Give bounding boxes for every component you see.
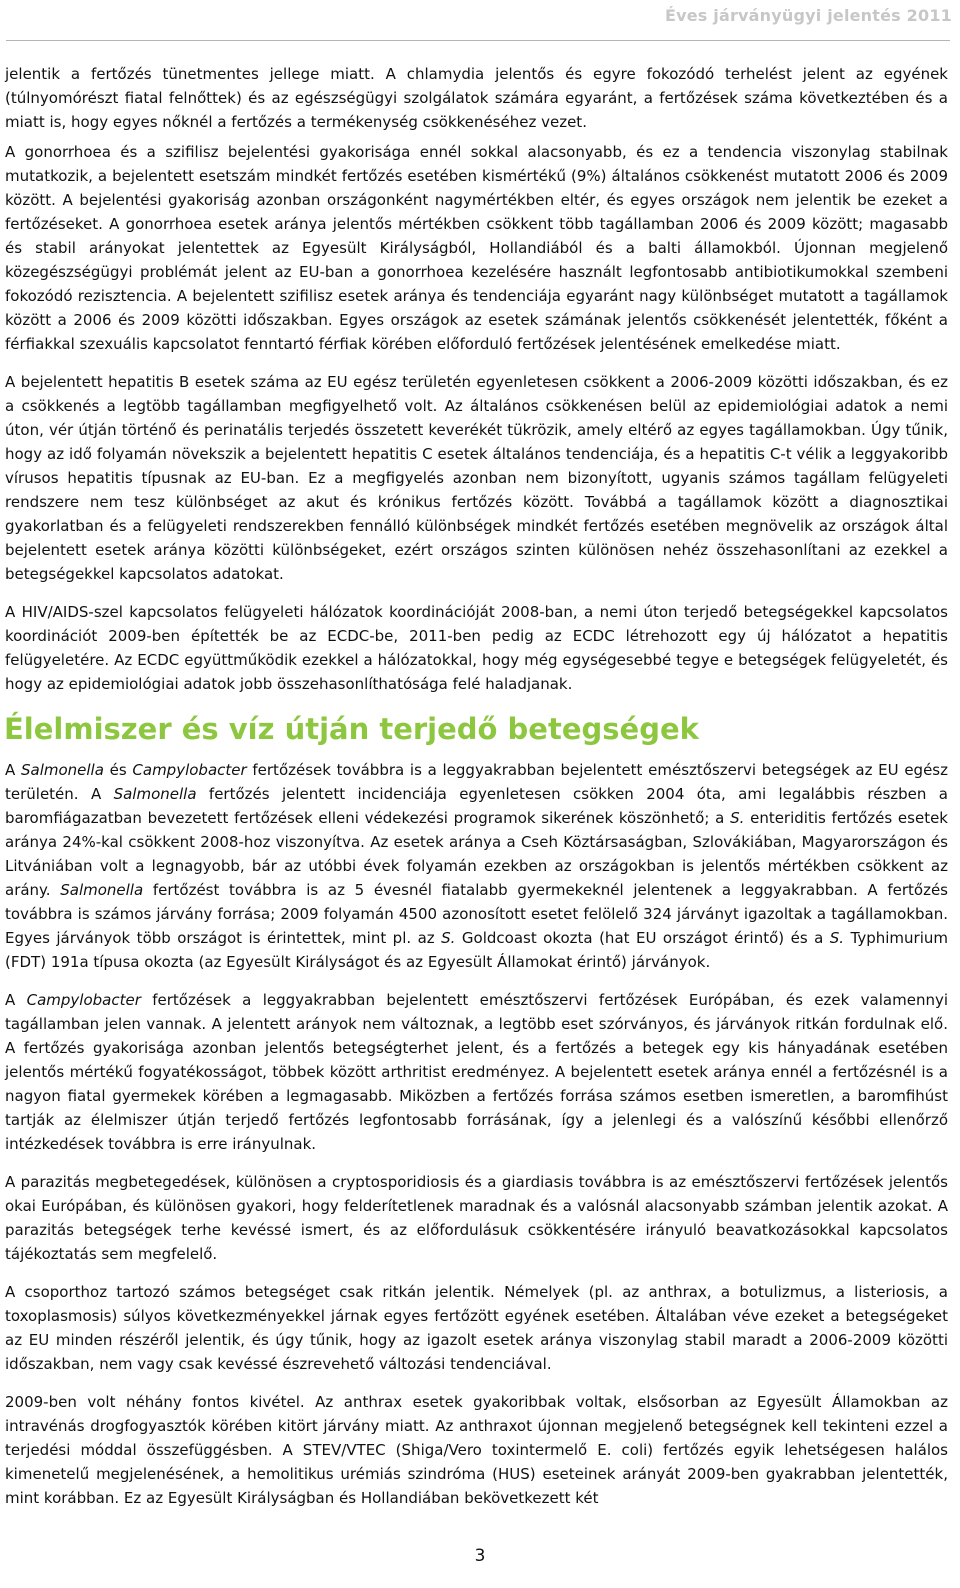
text-run: Goldcoast okozta (hat EU országot érintő) és a: [455, 929, 830, 947]
page-number: 3: [474, 1546, 486, 1566]
paragraph-salmonella: [5, 758, 948, 974]
italic-term: Campylobacter: [26, 991, 141, 1009]
italic-term: S.: [730, 809, 745, 827]
document-body: [5, 62, 948, 1524]
italic-term: Salmonella: [60, 881, 144, 899]
text-run: fertőzés jelentett incidenciája egyenletesen csökken 2004 óta, ami legalábbis részben a baromfiágazatban bevezetett fertőzések elleni védekezési programok sikerének köszönhető; a: [5, 785, 948, 827]
text-run: fertőzések továbbra is a leggyakrabban bejelentett emésztőszervi betegségek az EU egész területén. A: [5, 761, 949, 803]
section-heading: Élelmiszer és víz útján terjedő betegségek: [4, 712, 699, 746]
italic-term: Campylobacter: [132, 761, 247, 779]
paragraph-campylobacter: [5, 988, 948, 1156]
italic-term: Salmonella: [20, 761, 104, 779]
paragraph-2009-exceptions: 2009-ben volt néhány fontos kivétel. Az anthrax esetek gyakoribbak voltak, elsősorban az Egyesült Államokban az intravénás drogfogyasztók körében kitört járvány miatt. Az anthraxot újonnan megjelenő betegségnek kell tekinteni ezzel a terjedési móddal összefüggésben. A STEV/VTEC (Shiga/Vero toxintermelő E. coli) fertőzés egyik lehetségesen halálos kimenetelű megjelenésének, a hemolitikus urémiás szindróma (HUS) eseteinek arányát 2009-ben gyakrabban jelentették, mint korábban. Ez az Egyesült Királyságban és Hollandiában bekövetkezett két: [5, 1393, 948, 1507]
text-run: A: [5, 991, 27, 1009]
paragraph-rare-diseases: A csoporthoz tartozó számos betegséget csak ritkán jelentik. Némelyek (pl. az anthrax, a botulizmus, a listeriosis, a toxoplasmosis) súlyos következményekkel járnak egyes fertőzött egyének esetében. Általában véve ezeket a betegségeket az EU minden részéről jelentik, és úgy tűnik, hogy az igazolt esetek aránya viszonylag stabil maradt a 2006-2009 közötti időszakban, nem vagy csak kevéssé észrevehető változási tendenciával.: [5, 1283, 948, 1373]
running-header-title: Éves járványügyi jelentés 2011: [664, 6, 952, 25]
text-run: és: [103, 761, 133, 779]
paragraph-gonorrhoea-syphilis: A gonorrhoea és a szifilisz bejelentési gyakorisága ennél sokkal alacsonyabb, és ez a tendencia viszonylag stabilnak mutatkozik, a bejelentett esetszám mindkét fertőzés esetében kismértékű (9%) általános csökkenést mutatott 2006 és 2009 között. A bejelentési gyakoriság azonban országonként nagymértékben eltér, és egyes országok nem jelentik be ezeket a fertőzéseket. A gonorrhoea esetek aránya jelentős mértékben csökkent több tagállamban 2006 és 2009 között; magasabb és stabil arányokat jelentettek az Egyesült Királyságból, Hollandiából és a balti államokból. Újonnan megjelenő közegészségügyi problémát jelent az EU-ban a gonorrhoea kezelésére használt legfontosabb antibiotikumokkal szembeni fokozódó rezisztencia. A bejelentett szifilisz esetek aránya és tendenciája egyaránt nagy különbséget mutatott a tagállamok között a 2006 és 2009 közötti időszakban. Egyes országok az esetek számának jelentős csökkenését jelentették, főként a férfiakkal szexuális kapcsolatot fenntartó férfiak körében előforduló fertőzések jelentésének emelkedése miatt.: [5, 143, 948, 353]
text-run: Typhimurium (FDT) 191a típusa okozta (az Egyesült Királyságot és az Egyesült Államokat érintő) járványok.: [5, 929, 948, 971]
text-run: enteriditis fertőzés esetek aránya 24%-kal csökkent 2008-hoz viszonyítva. Az esetek aránya a Cseh Köztársaságban, Szlovákiában, Magyarországon és Litvániában volt a legnagyobb, bár az utóbbi évek folyamán ezekben az országokban is jelentős mértékben csökkent az arány.: [5, 809, 948, 899]
italic-term: S.: [829, 929, 845, 947]
text-run: fertőzések a leggyakrabban bejelentett emésztőszervi fertőzések Európában, és ezek valamennyi tagállamban jelen vannak. A jelentett arányok nem változnak, a legtöbb eset szórványos, és járványok ritkán fordulnak elő. A fertőzés gyakorisága azonban jelentős betegségterhet jelent, és a fertőzés a betegek egy kis hányadának esetében jelentős mértékű fogyatékosságot, többek között arthritist eredményez. A bejelentett esetek aránya ennél a fertőzésnél is a nagyon fiatal gyermekek körében a legmagasabb. Miközben a fertőzés forrása számos esetben ismeretlen, a baromfihúst tartják az élelmiszer útján terjedő fertőzés legfontosabb forrásának, így a jelenlegi és a valószínű későbbi ellenőrző intézkedések továbbra is erre irányulnak.: [5, 991, 948, 1153]
header-divider: [6, 40, 950, 41]
paragraph-chlamydia: jelentik a fertőzés tünetmentes jellege miatt. A chlamydia jelentős és egyre fokozódó terhelést jelent az egyének (túlnyomórészt fiatal felnőttek) és az egészségügyi szolgálatok számára egyaránt, a fertőzések száma következtében és a miatt is, hogy egyes nőknél a fertőzés a termékenység csökkenéséhez vezet.: [5, 65, 948, 131]
italic-term: S.: [441, 929, 456, 947]
paragraph-hiv-network: A HIV/AIDS-szel kapcsolatos felügyeleti hálózatok koordinációját 2008-ban, a nemi úton terjedő betegségekkel kapcsolatos koordinációt 2009-ben építették be az ECDC-be, 2011-ben pedig az ECDC létrehozott egy új hálózatot a hepatitis felügyeletére. Az ECDC együttműködik ezekkel a hálózatokkal, hogy még egységesebbé tegye e betegségek felügyeletét, és hogy az epidemiológiai adatok jobb összehasonlíthatósága felé haladjanak.: [5, 603, 948, 693]
text-run: A: [5, 761, 21, 779]
italic-term: Salmonella: [113, 785, 197, 803]
paragraph-parasitic: A parazitás megbetegedések, különösen a cryptosporidiosis és a giardiasis továbbra is az emésztőszervi fertőzések jelentős okai Európában, és különösen gyakori, hogy felderítetlenek maradnak és a valósnál alacsonyabb számban jelentik azokat. A parazitás betegségek terhe kevéssé ismert, és az előfordulásuk csökkentésére irányuló beavatkozásokkal kapcsolatos tájékoztatás sem megfelelő.: [5, 1173, 948, 1263]
text-run: fertőzést továbbra is az 5 évesnél fiatalabb gyermekeknél jelentenek a leggyakrabban. A fertőzés továbbra is számos járvány forrása; 2009 folyamán 4500 azonosított esetet felölelő 324 járványt igazoltak a tagállamokban. Egyes járványok több országot is érintettek, mint pl. az: [5, 881, 948, 947]
paragraph-hepatitis: A bejelentett hepatitis B esetek száma az EU egész területén egyenletesen csökkent a 2006-2009 közötti időszakban, és ez a csökkenés a legtöbb tagállamban megfigyelhető volt. Az általános csökkenésen belül az epidemiológiai adatok a nemi úton, vér útján történő és perinatális terjedés összetett keverékét tükrözik, amely eltérő az egyes tagállamokban. Úgy tűnik, hogy az idő folyamán növekszik a bejelentett hepatitis C esetek általános tendenciája, és a hepatitis C-t vélik a leggyakoribb vírusos hepatitis típusnak az EU-ban. Ez a megfigyelés azonban nem bizonyított, ugyanis számos tagállam felügyeleti rendszere nem tesz különbséget az akut és krónikus fertőzés között. Továbbá a tagállamok között a diagnosztikai gyakorlatban és a felügyeleti rendszerekben fennálló különbségek mindkét fertőzés esetében megnövelik az országok által bejelentett esetek aránya közötti különbségeket, ezért országos szinten különösen nehéz összehasonlítani az ezekkel a betegségekkel kapcsolatos adatokat.: [5, 373, 948, 583]
